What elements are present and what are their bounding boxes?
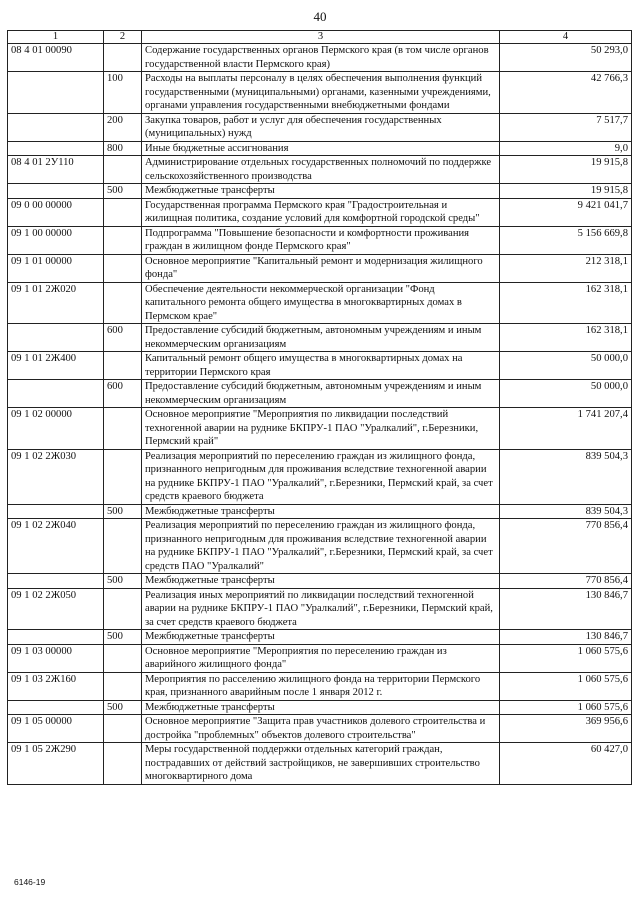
row-type-cell: 600 [104, 324, 142, 352]
row-code-cell: 09 1 01 2Ж020 [8, 282, 104, 324]
row-code-cell [8, 72, 104, 114]
row-amount-cell: 50 293,0 [500, 44, 632, 72]
row-amount-cell: 19 915,8 [500, 156, 632, 184]
table-row [8, 198, 632, 226]
table-row [8, 254, 632, 282]
row-type-cell: 800 [104, 141, 142, 156]
row-code-cell [8, 574, 104, 589]
row-code-cell: 09 1 02 2Ж040 [8, 519, 104, 574]
row-code-cell [8, 380, 104, 408]
header-col-1: 1 [8, 31, 104, 44]
row-type-cell [104, 44, 142, 72]
table-row [8, 574, 632, 589]
row-code-cell: 09 1 03 2Ж160 [8, 672, 104, 700]
row-code-cell [8, 324, 104, 352]
row-type-cell [104, 282, 142, 324]
row-code-cell: 09 1 02 2Ж030 [8, 449, 104, 504]
header-col-3: 3 [142, 31, 500, 44]
header-col-2: 2 [104, 31, 142, 44]
row-amount-cell: 9 421 041,7 [500, 198, 632, 226]
table-body [8, 44, 632, 785]
table-row [8, 380, 632, 408]
table-row [8, 156, 632, 184]
row-code-cell [8, 504, 104, 519]
row-desc-cell: Основное мероприятие "Мероприятия по ликвидации последствий техногенной аварии на руднике БКПРУ-1 ПАО "Уралкалий", г.Березники, Пермский край" [142, 408, 500, 450]
row-type-cell: 500 [104, 504, 142, 519]
row-code-cell: 08 4 01 2У110 [8, 156, 104, 184]
row-code-cell [8, 184, 104, 199]
row-amount-cell: 839 504,3 [500, 449, 632, 504]
row-type-cell: 600 [104, 380, 142, 408]
row-desc-cell: Иные бюджетные ассигнования [142, 141, 500, 156]
table-header [8, 31, 632, 44]
row-amount-cell: 130 846,7 [500, 630, 632, 645]
table-row [8, 282, 632, 324]
row-amount-cell: 369 956,6 [500, 715, 632, 743]
table-row [8, 700, 632, 715]
row-type-cell [104, 644, 142, 672]
row-amount-cell: 42 766,3 [500, 72, 632, 114]
table-row [8, 113, 632, 141]
row-type-cell: 500 [104, 700, 142, 715]
row-desc-cell: Подпрограмма "Повышение безопасности и комфортности проживания граждан в жилищном фонде Пермского края" [142, 226, 500, 254]
row-code-cell: 09 1 01 00000 [8, 254, 104, 282]
row-type-cell [104, 715, 142, 743]
table-row [8, 352, 632, 380]
row-amount-cell: 162 318,1 [500, 324, 632, 352]
row-type-cell: 200 [104, 113, 142, 141]
row-type-cell: 100 [104, 72, 142, 114]
row-amount-cell: 839 504,3 [500, 504, 632, 519]
row-desc-cell: Расходы на выплаты персоналу в целях обеспечения выполнения функций государственными (муниципальными) органами, казенными учреждениями, органами управления государственными внебюджетными фондами [142, 72, 500, 114]
row-type-cell [104, 519, 142, 574]
row-code-cell [8, 700, 104, 715]
row-amount-cell: 212 318,1 [500, 254, 632, 282]
row-amount-cell: 60 427,0 [500, 743, 632, 785]
row-desc-cell: Межбюджетные трансферты [142, 574, 500, 589]
row-code-cell: 09 0 00 00000 [8, 198, 104, 226]
row-type-cell [104, 672, 142, 700]
row-type-cell [104, 198, 142, 226]
row-desc-cell: Меры государственной поддержки отдельных категорий граждан, пострадавших от действий застройщиков, не завершивших строительство многоквартирного дома [142, 743, 500, 785]
row-type-cell [104, 226, 142, 254]
row-desc-cell: Закупка товаров, работ и услуг для обеспечения государственных (муниципальных) нужд [142, 113, 500, 141]
page-number: 40 [313, 9, 327, 24]
table-row [8, 644, 632, 672]
row-code-cell [8, 630, 104, 645]
row-amount-cell: 162 318,1 [500, 282, 632, 324]
document-code: 6146-19 [14, 877, 46, 887]
table-row [8, 743, 632, 785]
header-col-4: 4 [500, 31, 632, 44]
table-row [8, 672, 632, 700]
row-code-cell: 09 1 05 2Ж290 [8, 743, 104, 785]
row-amount-cell: 770 856,4 [500, 574, 632, 589]
row-desc-cell: Обеспечение деятельности некоммерческой организации "Фонд капитального ремонта общего имущества в многоквартирных домах в Пермском крае" [142, 282, 500, 324]
row-amount-cell: 19 915,8 [500, 184, 632, 199]
table-row [8, 715, 632, 743]
row-desc-cell: Предоставление субсидий бюджетным, автономным учреждениям и иным некоммерческим организациям [142, 380, 500, 408]
row-type-cell: 500 [104, 630, 142, 645]
row-amount-cell: 1 060 575,6 [500, 700, 632, 715]
table-row [8, 630, 632, 645]
row-type-cell [104, 352, 142, 380]
table-row [8, 44, 632, 72]
row-desc-cell: Реализация мероприятий по переселению граждан из жилищного фонда, признанного непригодным для проживания вследствие техногенной аварии на руднике БКПРУ-1 ПАО "Уралкалий", г.Березники, Пермский край, за счет средств краевого бюджета [142, 449, 500, 504]
row-desc-cell: Основное мероприятие "Защита прав участников долевого строительства и достройка "проблемных" объектов долевого строительства" [142, 715, 500, 743]
row-amount-cell: 130 846,7 [500, 588, 632, 630]
row-amount-cell: 50 000,0 [500, 380, 632, 408]
row-amount-cell: 50 000,0 [500, 352, 632, 380]
row-code-cell [8, 113, 104, 141]
table-row [8, 226, 632, 254]
row-desc-cell: Основное мероприятие "Мероприятия по переселению граждан из аварийного жилищного фонда" [142, 644, 500, 672]
row-code-cell: 09 1 01 2Ж400 [8, 352, 104, 380]
row-desc-cell: Межбюджетные трансферты [142, 184, 500, 199]
row-desc-cell: Межбюджетные трансферты [142, 504, 500, 519]
row-desc-cell: Реализация иных мероприятий по ликвидации последствий техногенной аварии на руднике БКПРУ-1 ПАО "Уралкалий", г.Березники, Пермский край, за счет средств краевого бюджета [142, 588, 500, 630]
row-desc-cell: Межбюджетные трансферты [142, 630, 500, 645]
row-type-cell: 500 [104, 574, 142, 589]
row-desc-cell: Реализация мероприятий по переселению граждан из жилищного фонда, признанного непригодным для проживания вследствие техногенной аварии на руднике БКПРУ-1 ПАО "Уралкалий", г.Березники, Пермский край, за счет средств ПАО "Уралкалий" [142, 519, 500, 574]
row-type-cell [104, 254, 142, 282]
row-code-cell [8, 141, 104, 156]
row-code-cell: 09 1 00 00000 [8, 226, 104, 254]
budget-table [7, 30, 632, 785]
row-desc-cell: Межбюджетные трансферты [142, 700, 500, 715]
row-desc-cell: Мероприятия по расселению жилищного фонда на территории Пермского края, признанного аварийным после 1 января 2012 г. [142, 672, 500, 700]
row-amount-cell: 1 060 575,6 [500, 672, 632, 700]
row-amount-cell: 1 060 575,6 [500, 644, 632, 672]
row-amount-cell: 7 517,7 [500, 113, 632, 141]
row-type-cell [104, 588, 142, 630]
row-desc-cell: Государственная программа Пермского края "Градостроительная и жилищная политика, создание условий для комфортной городской среды" [142, 198, 500, 226]
row-amount-cell: 770 856,4 [500, 519, 632, 574]
row-type-cell: 500 [104, 184, 142, 199]
row-desc-cell: Основное мероприятие "Капитальный ремонт и модернизация жилищного фонда" [142, 254, 500, 282]
row-desc-cell: Администрирование отдельных государственных полномочий по поддержке сельскохозяйственного производства [142, 156, 500, 184]
row-desc-cell: Содержание государственных органов Пермского края (в том числе органов государственной власти Пермского края) [142, 44, 500, 72]
row-code-cell: 09 1 03 00000 [8, 644, 104, 672]
row-type-cell [104, 408, 142, 450]
table-row [8, 504, 632, 519]
row-amount-cell: 5 156 669,8 [500, 226, 632, 254]
table-row [8, 588, 632, 630]
row-amount-cell: 9,0 [500, 141, 632, 156]
row-type-cell [104, 743, 142, 785]
table-row [8, 184, 632, 199]
row-amount-cell: 1 741 207,4 [500, 408, 632, 450]
table-row [8, 72, 632, 114]
row-code-cell: 09 1 02 2Ж050 [8, 588, 104, 630]
row-desc-cell: Предоставление субсидий бюджетным, автономным учреждениям и иным некоммерческим организациям [142, 324, 500, 352]
row-type-cell [104, 156, 142, 184]
row-code-cell: 09 1 02 00000 [8, 408, 104, 450]
row-code-cell: 08 4 01 00090 [8, 44, 104, 72]
table-row [8, 519, 632, 574]
row-desc-cell: Капитальный ремонт общего имущества в многоквартирных домах на территории Пермского края [142, 352, 500, 380]
row-type-cell [104, 449, 142, 504]
table-row [8, 141, 632, 156]
table-row [8, 324, 632, 352]
table-row [8, 449, 632, 504]
row-code-cell: 09 1 05 00000 [8, 715, 104, 743]
header-row [8, 31, 632, 44]
table-row [8, 408, 632, 450]
